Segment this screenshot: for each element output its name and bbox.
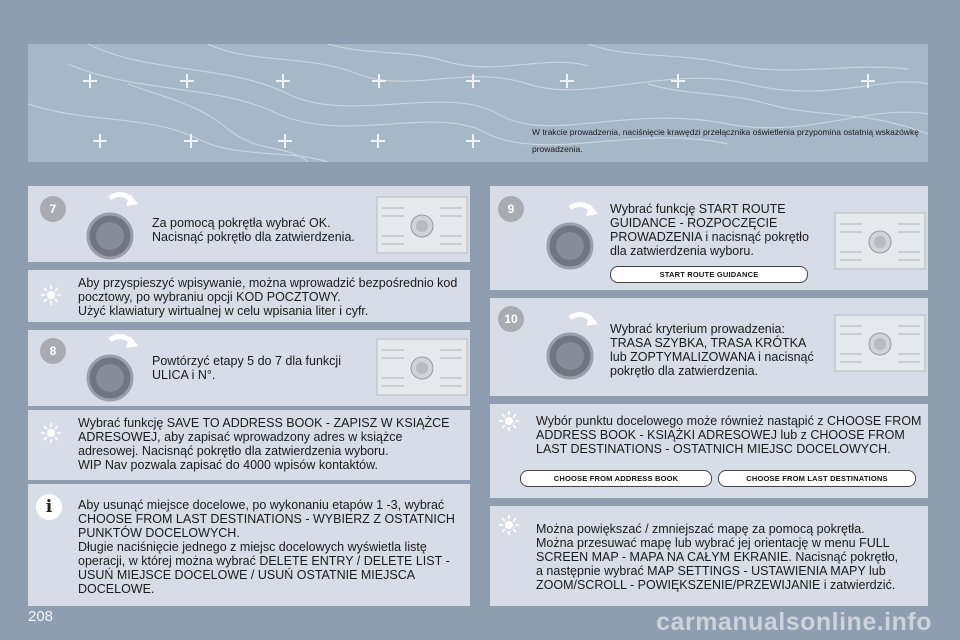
choose-from-last-destinations-button[interactable]: CHOOSE FROM LAST DESTINATIONS xyxy=(718,470,916,487)
choose-tip-text: Wybór punktu docelowego może również nastąpić z CHOOSE FROM ADDRESS BOOK - KSIĄŻKI ADRESOWEJ lub z CHOOSE FROM LAST DESTINATIONS - OSTATNICH MIEJSC DOCELOWYCH. xyxy=(536,414,922,456)
postcode-tip-text: Aby przyspieszyć wpisywanie, można wprowadzić bezpośrednio kod pocztowy, po wybraniu opcji KOD POCZTOWY. Użyć klawiatury wirtualnej w celu wpisania liter i cyfr. xyxy=(78,276,458,318)
save-tip-text: Wybrać funkcję SAVE TO ADDRESS BOOK - ZAPISZ W KSIĄŻCE ADRESOWEJ, aby zapisać wprowadzony adres w książce adresowej. Nacisnąć pokrętło dla zatwierdzenia wyboru. WIP Nav pozwala zapisać do 4000 wpisów kontaktów. xyxy=(78,416,450,472)
info-panel xyxy=(28,484,470,606)
save-tip-panel xyxy=(28,410,470,480)
postcode-tip-panel xyxy=(28,270,470,322)
radio-panel-image xyxy=(376,196,468,254)
map-note: W trakcie prowadzenia, naciśnięcie krawędzi przełącznika oświetlenia przypomina ostatnią wskazówkę prowadzenia. xyxy=(532,127,919,154)
step-9-badge: 9 xyxy=(498,196,524,222)
tip-sun-icon xyxy=(40,422,62,444)
rotary-knob-icon xyxy=(80,190,140,262)
map-banner xyxy=(28,44,928,162)
step-9-panel xyxy=(490,186,928,290)
rotary-knob-icon xyxy=(80,332,140,404)
info-icon: i xyxy=(36,494,62,520)
radio-panel-image xyxy=(834,212,926,270)
tip-sun-icon xyxy=(40,284,62,306)
step-8-badge: 8 xyxy=(40,338,66,364)
tip-sun-icon xyxy=(498,514,520,536)
step-7-badge: 7 xyxy=(40,196,66,222)
step-8-panel xyxy=(28,330,470,406)
rotary-knob-icon xyxy=(540,310,600,382)
step-10-badge: 10 xyxy=(498,306,524,332)
step-7-panel xyxy=(28,186,470,262)
step-9-text: Wybrać funkcję START ROUTE GUIDANCE - ROZPOCZĘCIE PROWADZENIA i nacisnąć pokrętło dla zatwierdzenia wyboru. xyxy=(610,202,809,258)
step-8-text: Powtórzyć etapy 5 do 7 dla funkcji ULICA i N°. xyxy=(152,354,341,382)
page-number: 208 xyxy=(28,608,54,625)
step-7-text: Za pomocą pokrętła wybrać OK. Nacisnąć pokrętło dla zatwierdzenia. xyxy=(152,216,355,244)
choose-tip-panel xyxy=(490,404,928,498)
radio-panel-image xyxy=(376,338,468,396)
start-route-guidance-button[interactable]: START ROUTE GUIDANCE xyxy=(610,266,808,283)
zoom-tip-panel xyxy=(490,506,928,606)
info-text: Aby usunąć miejsce docelowe, po wykonaniu etapów 1 -3, wybrać CHOOSE FROM LAST DESTINATIONS - WYBIERZ Z OSTATNICH PUNKTÓW DOCELOWYCH. Długie naciśnięcie jednego z miejsc docelowych wyświetla listę operacji, w której można wybrać DELETE ENTRY / DELETE LIST - USUŃ MIEJSCE DOCELOWE / USUŃ OSTATNIE MIEJSCA DOCELOWE. xyxy=(78,498,455,596)
choose-from-address-book-button[interactable]: CHOOSE FROM ADDRESS BOOK xyxy=(520,470,712,487)
step-10-text: Wybrać kryterium prowadzenia: TRASA SZYBKA, TRASA KRÓTKA lub ZOPTYMALIZOWANA i nacisnąć pokrętło dla zatwierdzenia. xyxy=(610,322,814,378)
step-10-panel xyxy=(490,298,928,396)
tip-sun-icon xyxy=(498,410,520,432)
radio-panel-image xyxy=(834,314,926,372)
rotary-knob-icon xyxy=(540,200,600,272)
zoom-tip-text: Można powiększać / zmniejszać mapę za pomocą pokrętła. Można przesuwać mapę lub wybrać jej orientację w menu FULL SCREEN MAP - MAPA NA CAŁYM EKRANIE. Nacisnąć pokrętło, a następnie wybrać MAP SETTINGS - USTAWIENIA MAPY lub ZOOM/SCROLL - POWIĘKSZENIE/PRZEWIJANIE i zatwierdzić. xyxy=(536,522,899,592)
watermark: carmanualsonline.info xyxy=(656,608,932,636)
